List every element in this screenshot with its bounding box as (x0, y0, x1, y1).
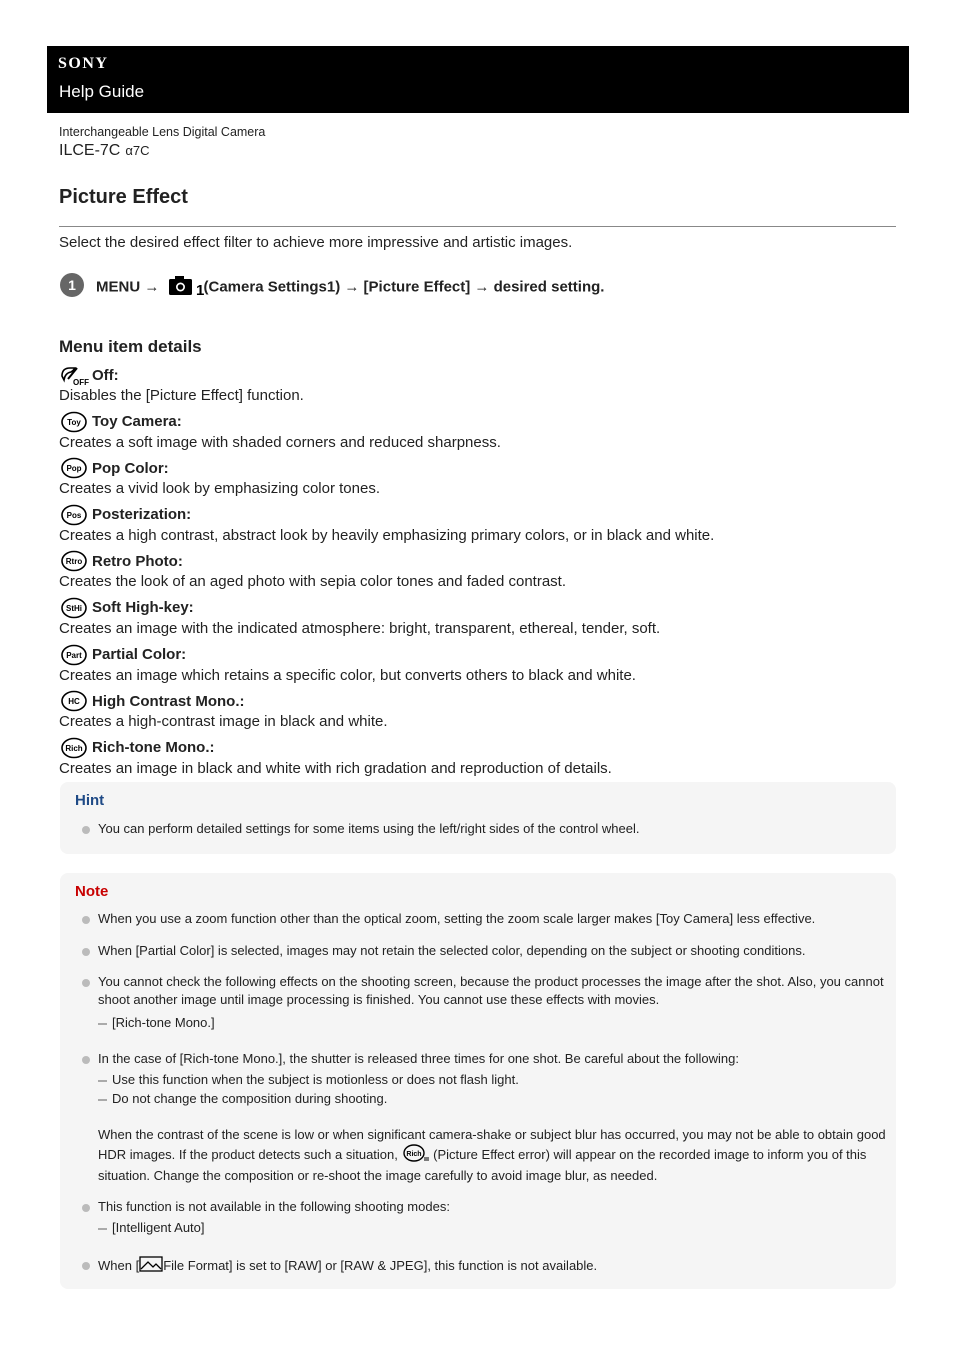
item-description: Creates a high contrast, abstract look by heavily emphasizing primary colors, or in black and white. (59, 526, 715, 544)
item-title: Partial Color: (92, 646, 187, 664)
item-title: Retro Photo: (92, 552, 183, 570)
menu-item (59, 364, 899, 411)
menu-item (59, 550, 899, 597)
page-title: Picture Effect (59, 186, 188, 208)
camera-settings-icon (168, 273, 202, 301)
note-bullet-text: File Format] is set to [RAW] or [RAW & JPEG], this function is not available. (163, 1257, 598, 1273)
note-paragraph (98, 1126, 888, 1185)
item-description: Creates a high-contrast image in black and white. (59, 713, 388, 731)
hint-bullet: You can perform detailed settings for some items using the left/right sides of the control wheel. (98, 820, 888, 838)
file-format-icon (139, 1256, 163, 1277)
menu-item (59, 457, 899, 504)
note-bullet-text: When [ (98, 1257, 140, 1273)
note-paragraph-text: When the contrast of the scene is low or when significant camera-shake or subject blur has occurred, you may not be able to obtain good HDR images. If the product detects such a situation, (98, 1127, 886, 1162)
item-title: Off: (92, 366, 119, 384)
svg-text:Rtro: Rtro (65, 557, 83, 567)
menu-item (59, 411, 899, 458)
note-bullet: When you use a zoom function other than the optical zoom, setting the zoom scale larger makes [Toy Camera] less effective. (98, 910, 888, 928)
model-alpha: α7C (125, 143, 150, 158)
sony-logo: SONY (58, 55, 109, 72)
retro-photo-icon (59, 550, 89, 572)
high-contrast-mono-icon (59, 690, 89, 712)
product-model (59, 142, 150, 160)
menu-item (59, 644, 899, 691)
step-menu: MENU → (96, 278, 160, 296)
note-title: Note (75, 883, 109, 900)
intro-text: Select the desired effect filter to achieve more impressive and artistic images. (59, 234, 573, 251)
off-icon-label: OFF (73, 378, 89, 387)
step-number-badge: 1 (60, 273, 84, 297)
item-title: Toy Camera: (92, 413, 182, 431)
picture-effect-error-icon (402, 1144, 430, 1167)
item-title: Posterization: (92, 506, 192, 524)
item-description: Creates an image in black and white with rich gradation and reproduction of details. (59, 759, 612, 777)
hint-box (60, 782, 896, 854)
menu-item (59, 597, 899, 644)
note-sub-item: Do not change the composition during shooting. (98, 1090, 387, 1108)
svg-text:HC: HC (68, 697, 80, 707)
item-description: Creates an image which retains a specific color, but converts others to black and white. (59, 666, 636, 684)
help-guide-link[interactable]: Help Guide (59, 82, 145, 101)
note-bullet: When [Partial Color] is selected, images may not retain the selected color, depending on the subject or shooting conditions. (98, 942, 888, 960)
item-title: Pop Color: (92, 459, 169, 477)
item-title: Rich-tone Mono.: (92, 739, 215, 757)
item-title: High Contrast Mono.: (92, 692, 245, 710)
note-bullet: In the case of [Rich-tone Mono.], the shutter is released three times for one shot. Be careful about the following: (98, 1050, 888, 1068)
menu-item (59, 690, 899, 737)
svg-text:Rich: Rich (405, 1151, 422, 1158)
menu-item-list (59, 364, 899, 783)
note-sub-item: [Rich-tone Mono.] (98, 1014, 215, 1032)
svg-text:Rich: Rich (65, 743, 83, 753)
header-bar (47, 46, 909, 113)
note-bullet: This function is not available in the following shooting modes: (98, 1198, 888, 1216)
note-paragraph-text: (Picture Effect error) will appear on the recorded image to inform you of this situation. Change the composition or re-shoot the image carefully to avoid image blur, as needed. (98, 1146, 867, 1183)
svg-text:Pos: Pos (66, 510, 82, 520)
note-bullet (98, 1256, 888, 1277)
pop-color-icon (59, 457, 89, 479)
title-divider (59, 226, 896, 227)
svg-text:Toy: Toy (67, 417, 81, 427)
rich-tone-mono-icon (59, 737, 89, 759)
menu-details-heading: Menu item details (59, 337, 202, 356)
item-title: Soft High-key: (92, 599, 194, 617)
partial-color-icon (59, 644, 89, 666)
note-sub-item: [Intelligent Auto] (98, 1219, 205, 1237)
menu-item (59, 504, 899, 551)
soft-high-key-icon (59, 597, 89, 619)
note-sub-item: Use this function when the subject is motionless or does not flash light. (98, 1071, 519, 1089)
step-path: (Camera Settings1) → [Picture Effect] → desired setting. (203, 278, 605, 296)
posterization-icon (59, 504, 89, 526)
toy-camera-icon (59, 411, 89, 433)
item-description: Creates a vivid look by emphasizing color tones. (59, 480, 380, 498)
svg-text:Part: Part (66, 650, 82, 660)
product-type: Interchangeable Lens Digital Camera (59, 125, 266, 139)
step-instruction (96, 273, 604, 301)
item-description: Disables the [Picture Effect] function. (59, 387, 304, 404)
note-bullet: You cannot check the following effects on the shooting screen, because the product processes the image after the shot. Also, you cannot shoot another image until image processing is finished. You cannot use these effects with movies. (98, 973, 888, 1009)
item-description: Creates an image with the indicated atmosphere: bright, transparent, ethereal, tender, soft. (59, 619, 661, 637)
menu-item (59, 737, 899, 784)
hint-title: Hint (75, 792, 105, 809)
item-description: Creates a soft image with shaded corners and reduced sharpness. (59, 433, 501, 451)
note-box (60, 873, 896, 1289)
svg-text:StHi: StHi (66, 603, 82, 613)
camera-settings-number: 1 (195, 282, 204, 299)
item-description: Creates the look of an aged photo with sepia color tones and faded contrast. (59, 573, 566, 591)
model-number: ILCE-7C (59, 142, 121, 159)
svg-text:Pop: Pop (66, 464, 82, 474)
off-icon (59, 364, 89, 386)
